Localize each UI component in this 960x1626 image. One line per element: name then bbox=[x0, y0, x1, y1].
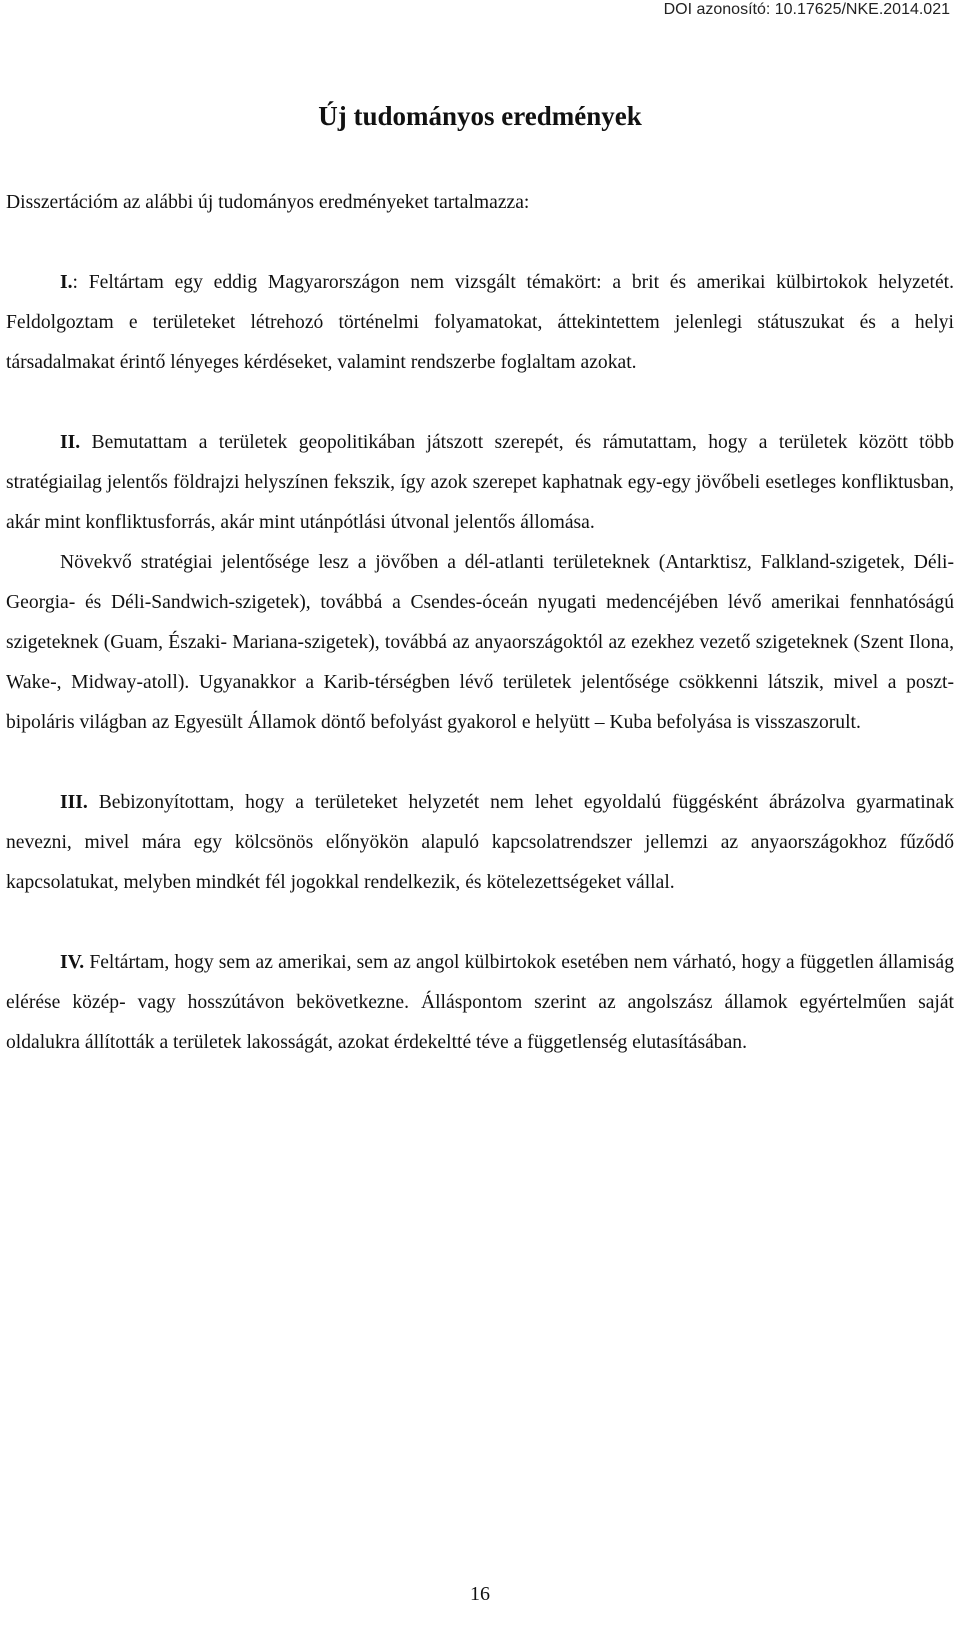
result-4-paragraph bbox=[6, 943, 954, 1063]
result-3-number: III. bbox=[60, 792, 88, 813]
result-2-number: II. bbox=[60, 432, 81, 453]
page-number: 16 bbox=[470, 1583, 490, 1605]
result-2-paragraph bbox=[6, 423, 954, 543]
page-title: Új tudományos eredmények bbox=[318, 101, 642, 131]
result-1-number: I. bbox=[60, 272, 73, 293]
doi-identifier: DOI azonosító: 10.17625/NKE.2014.021 bbox=[663, 1, 950, 18]
intro-paragraph: Disszertációm az alábbi új tudományos eredményeket tartalmazza: bbox=[6, 192, 530, 213]
result-2-text: Bemutattam a területek geopolitikában játszott szerepét, és rámutattam, hogy a területek között több stratégiailag jelentős földrajzi helyszínen fekszik, így azok szerepet kaphatnak egy-egy jövőbeli esetleges konfliktusban, akár mint konfliktusforrás, akár mint utánpótlási útvonal jelentős állomása. bbox=[6, 432, 954, 533]
result-4-number: IV. bbox=[60, 952, 85, 973]
result-1-text: : Feltártam egy eddig Magyarországon nem vizsgált témakört: a brit és amerikai külbirtokok helyzetét. Feldolgoztam e területeket létrehozó történelmi folyamatokat, áttekintettem jelenlegi státuszukat és a helyi társadalmakat érintő lényeges kérdéseket, valamint rendszerbe foglaltam azokat. bbox=[6, 272, 954, 373]
result-3-text: Bebizonyítottam, hogy a területeket helyzetét nem lehet egyoldalú függésként ábrázolva gyarmatinak nevezni, mivel mára egy kölcsönös előnyökön alapuló kapcsolatrendszer jellemzi az anyaországokhoz fűződő kapcsolatukat, melyben mindkét fél jogokkal rendelkezik, és kötelezettségeket vállal. bbox=[6, 792, 954, 893]
result-1-paragraph bbox=[6, 263, 954, 383]
result-3-paragraph bbox=[6, 783, 954, 903]
result-2-continuation: Növekvő stratégiai jelentősége lesz a jövőben a dél-atlanti területeknek (Antarktisz, Falkland-szigetek, Déli-Georgia- és Déli-Sandwich-szigetek), továbbá a Csendes-óceán nyugati medencéjében lévő amerikai fennhatóságú szigeteknek (Guam, Északi- Mariana-szigetek), továbbá az anyaországoktól az ezekhez vezető szigeteknek (Szent Ilona, Wake-, Midway-atoll). Ugyanakkor a Karib-térségben lévő területek jelentősége csökkenni látszik, mivel a poszt-bipoláris világban az Egyesült Államok döntő befolyást gyakorol e helyütt – Kuba befolyása is visszaszorult. bbox=[6, 552, 954, 733]
document-body bbox=[6, 183, 954, 1063]
result-4-text: Feltártam, hogy sem az amerikai, sem az angol külbirtokok esetében nem várható, hogy a független államiság elérése közép- vagy hosszútávon bekövetkezne. Álláspontom szerint az angolszász államok egyértelműen saját oldalukra állították a területek lakosságát, azokat érdekeltté téve a függetlenség elutasításában. bbox=[6, 952, 954, 1053]
